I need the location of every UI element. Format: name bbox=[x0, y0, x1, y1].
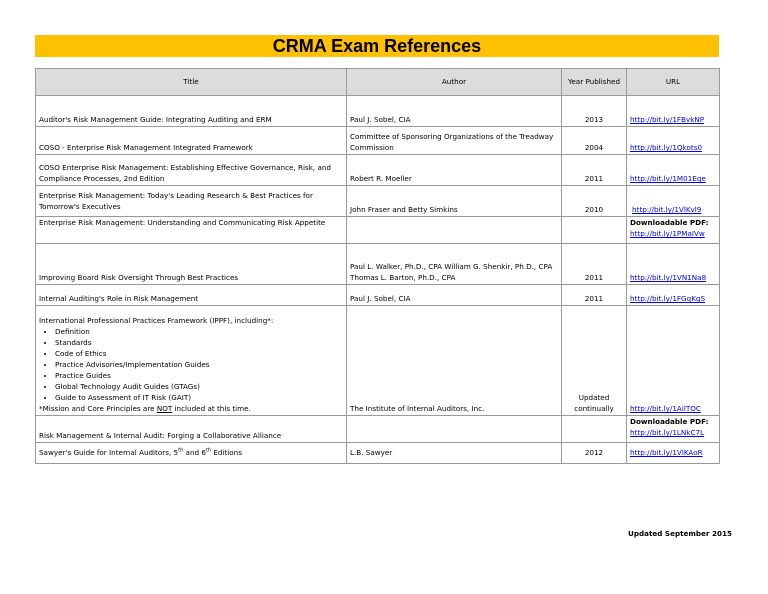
table-row bbox=[36, 285, 720, 306]
cell-author: The Institute of Internal Auditors, Inc. bbox=[347, 306, 562, 416]
download-note: Downloadable PDF: bbox=[630, 218, 709, 227]
table-row bbox=[36, 155, 720, 186]
cell-author: Committee of Sponsoring Organizations of the Treadway Commission bbox=[347, 127, 562, 155]
list-item: • Guide to Assessment of IT Risk (GAIT) bbox=[55, 392, 343, 403]
cell-url bbox=[627, 96, 720, 127]
url-link[interactable]: http://bit.ly/1VlKAoR bbox=[630, 448, 703, 457]
url-link[interactable]: http://bit.ly/1M01Eqe bbox=[630, 174, 706, 183]
cell-year: 2013 bbox=[562, 96, 627, 127]
cell-author: Paul J. Sobel, CIA bbox=[347, 96, 562, 127]
header-url: URL bbox=[627, 69, 720, 96]
table-row bbox=[36, 96, 720, 127]
list-item: • Definition bbox=[55, 326, 343, 337]
cell-year bbox=[562, 217, 627, 244]
cell-author: Paul L. Walker, Ph.D., CPA William G. Shenkir, Ph.D., CPA Thomas L. Barton, Ph.D., CPA bbox=[347, 244, 562, 285]
cell-year: 2011 bbox=[562, 155, 627, 186]
table-header-row bbox=[36, 69, 720, 96]
cell-year bbox=[562, 416, 627, 443]
page-title: CRMA Exam References bbox=[35, 35, 719, 57]
url-link[interactable]: http://bit.ly/1FGqKgS bbox=[630, 294, 706, 303]
ippf-note: *Mission and Core Principles are NOT included at this time. bbox=[39, 404, 251, 413]
cell-author: L.B. Sawyer bbox=[347, 443, 562, 464]
updated-date: Updated September 2015 bbox=[627, 529, 732, 538]
cell-url bbox=[627, 186, 720, 217]
url-link[interactable]: http://bit.ly/1Qkots0 bbox=[630, 143, 703, 152]
url-link[interactable]: http://bit.ly/1VlKvl9 bbox=[632, 205, 702, 214]
cell-year: 2010 bbox=[562, 186, 627, 217]
cell-author bbox=[347, 416, 562, 443]
cell-url bbox=[627, 443, 720, 464]
ippf-list bbox=[39, 326, 343, 403]
cell-title: COSO Enterprise Risk Management: Establishing Effective Governance, Risk, and Compliance Processes, 2nd Edition bbox=[36, 155, 347, 186]
cell-url bbox=[627, 416, 720, 443]
cell-author bbox=[347, 217, 562, 244]
cell-title: Improving Board Risk Oversight Through Best Practices bbox=[36, 244, 347, 285]
table-row bbox=[36, 217, 720, 244]
table-row bbox=[36, 186, 720, 217]
references-table bbox=[35, 68, 720, 464]
cell-year: 2004 bbox=[562, 127, 627, 155]
url-link[interactable]: http://bit.ly/1PMaIVw bbox=[630, 229, 705, 238]
cell-year: 2011 bbox=[562, 244, 627, 285]
cell-url bbox=[627, 127, 720, 155]
table-row bbox=[36, 416, 720, 443]
cell-author: Robert R. Moeller bbox=[347, 155, 562, 186]
url-link[interactable]: http://bit.ly/1LNkC7L bbox=[630, 428, 705, 437]
cell-title: COSO - Enterprise Risk Management Integrated Framework bbox=[36, 127, 347, 155]
url-link[interactable]: http://bit.ly/1FBvkNP bbox=[630, 115, 705, 124]
cell-title: Sawyer's Guide for Internal Auditors, 5th and 6th Editions bbox=[36, 443, 347, 464]
cell-year: Updated continually bbox=[562, 306, 627, 416]
cell-url bbox=[627, 155, 720, 186]
header-title: Title bbox=[36, 69, 347, 96]
cell-title: Auditor's Risk Management Guide: Integrating Auditing and ERM bbox=[36, 96, 347, 127]
cell-url bbox=[627, 306, 720, 416]
list-item: • Global Technology Audit Guides (GTAGs) bbox=[55, 381, 343, 392]
cell-title bbox=[36, 306, 347, 416]
url-link[interactable]: http://bit.ly/1VN1Na8 bbox=[630, 273, 707, 282]
table-row bbox=[36, 443, 720, 464]
cell-title: Enterprise Risk Management: Understanding and Communicating Risk Appetite bbox=[36, 217, 347, 244]
cell-title: Risk Management & Internal Audit: Forging a Collaborative Alliance bbox=[36, 416, 347, 443]
list-item: • Practice Advisories/Implementation Guides bbox=[55, 359, 343, 370]
cell-title: Internal Auditing's Role in Risk Management bbox=[36, 285, 347, 306]
ippf-title: International Professional Practices Framework (IPPF), including*: bbox=[39, 316, 274, 325]
cell-url bbox=[627, 217, 720, 244]
cell-year: 2012 bbox=[562, 443, 627, 464]
list-item: • Code of Ethics bbox=[55, 348, 343, 359]
cell-title: Enterprise Risk Management: Today's Leading Research & Best Practices for Tomorrow's Executives bbox=[36, 186, 347, 217]
url-link[interactable]: http://bit.ly/1AilTOC bbox=[630, 404, 701, 413]
cell-author: John Fraser and Betty Simkins bbox=[347, 186, 562, 217]
header-year: Year Published bbox=[562, 69, 627, 96]
list-item: • Practice Guides bbox=[55, 370, 343, 381]
cell-author: Paul J. Sobel, CIA bbox=[347, 285, 562, 306]
cell-year: 2011 bbox=[562, 285, 627, 306]
table-row bbox=[36, 127, 720, 155]
table-row bbox=[36, 306, 720, 416]
cell-url bbox=[627, 244, 720, 285]
cell-url bbox=[627, 285, 720, 306]
download-note: Downloadable PDF: bbox=[630, 417, 709, 426]
list-item: • Standards bbox=[55, 337, 343, 348]
header-author: Author bbox=[347, 69, 562, 96]
table-row bbox=[36, 244, 720, 285]
